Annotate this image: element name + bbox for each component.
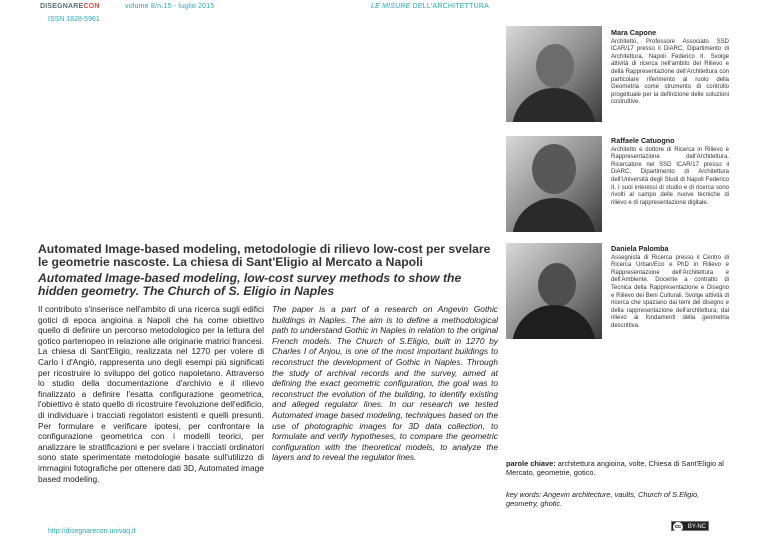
author-bio-text: Architetto e dottore di Ricerca in Rilievo e Rappresentazione dell'Architettura. Ricercatore nel SSD ICAR/17 presso il DiARC, Dipartimento di Architettura dell'Università degli Studi di Napoli Federico II. I suoi interessi di studio e di ricerca sono rivolti al campo delle nuove tecniche di rilievo e di rappresentazione digitale. — [611, 146, 729, 206]
author-bio-text: Assegnista di Ricerca presso il Centro di Ricerca Urban/Eco e PhD in Rilievo e Rappresentazione dell'Architettura e dell'Ambiente. Docente a contratto di Tecnica della Rappresentazione e Disegno e Rilievo dei Beni Culturali. Svolge attività di ricerca che spaziano dai temi del disegno e della rappresentazione dell'architettura, dal rilievo ai fondamenti della geometria descrittiva. — [611, 254, 729, 329]
volume-info: volume 8/n.15 - luglio 2015 — [125, 3, 215, 10]
license-badge[interactable] — [671, 521, 709, 531]
author-bio-text: Architetto, Professore Associato SSD ICAR/17 presso il DiARC, Dipartimento di Architettura, Napoli Federico II. Svolge attività di ricerca nell'ambito del Rilievo e della Rappresentazione dell'Architettura con particolare riferimento al ruolo della Geometria come strumento di controllo progettuale per la definizione delle soluzioni costruttive. — [611, 38, 729, 106]
author-photo-palomba — [506, 243, 602, 339]
keywords-label: parole chiave: — [506, 459, 556, 468]
section-rubric: LE MISURE DELL'ARCHITETTURA — [371, 3, 489, 10]
author-bio-palomba — [611, 245, 729, 331]
abstract-english: The paper is a part of a research on Angevin Gothic buildings in Naples. The aim is to define a methodological path to understand Gothic in Naples in relation to the original French models. The Church of S.Eligio, built in 1270 by Charles I of Anjou, is one of the most important buildings to reconstruct the development of Gothic in Naples. Through the study of archival records and the survey, aimed at defining the exact geometric configuration, the goal was to reconstruct the evolution of the building, to identify existing and alleged regulator lines. In our research we tested Automated image based modeling, techniques based on the use of photographic images for 3D data collection, to formulate and verify hypotheses, to compare the geometric configuration with the theoretical models, to analyze the layers and to reveal the regulator lines. — [272, 304, 498, 463]
author-name: Daniela Palomba — [611, 244, 669, 253]
keywords-text: architettura angioina, volte, Chiesa di Sant'Eligio al Mercato, geometrie, gotico. — [506, 459, 724, 478]
author-photo-catuogno — [506, 136, 602, 232]
author-bio-catuogno — [611, 137, 729, 207]
keywords-english: key words: Angevin architecture, vaults, Church of S.Eligio, geometry, ghotic. — [506, 490, 700, 509]
running-header — [40, 2, 728, 12]
issn: ISSN 1828-5961 — [48, 16, 100, 23]
license-text: BY-NC — [687, 524, 706, 530]
author-name: Mara Capone — [611, 28, 657, 37]
author-photo-capone — [506, 26, 602, 122]
title-italian: Automated Image-based modeling, metodologie di rilievo low-cost per svelare le geometrie nascoste. La chiesa di Sant'Eligio al Mercato a Napoli — [38, 242, 491, 269]
title-english: Automated Image-based modeling, low-cost survey methods to show the hidden geometry. The Church of S. Eligio in Naples — [38, 271, 462, 298]
journal-brand: DISEGNARECON — [40, 3, 100, 10]
journal-url-link[interactable]: http://disegnarecon.univaq.it — [48, 528, 136, 535]
author-name: Raffaele Catuogno — [611, 136, 675, 145]
keywords-italian — [506, 459, 728, 478]
creative-commons-icon: cc — [674, 524, 682, 530]
abstract-italian: Il contributo s'inserisce nell'ambito di una ricerca sugli edifici gotici di epoca angioina a Napoli che ha come obiettivo quello di definire un percorso metodologico per la lettura del gotico partenopeo in relazione alle originarie matrici francesi. La chiesa di Sant'Eligio, realizzata nel 1270 per volere di Carlo I d'Angiò, rappresenta uno degli esempi più significati per ricostruire lo sviluppo del gotico napoletano. Attraverso lo studio della documentazione d'archivio e il rilievo finalizzato a definire l'esatta configurazione geometrica, l'obiettivo è stato quello di ricostruire l'evoluzione dell'edificio, di individuare i tracciati regolatori esistenti e quelli presunti. Per formulare e verificare ipotesi, per confrontare la configurazione geometrica con i modelli teorici, per analizzare le stratificazioni e per svelare i tracciati ordinatori sono state sperimentate metodologie basate sull'utilizzo di immagini fotografiche per ottenere dati 3D, Automated image based modeling. — [38, 304, 264, 484]
author-bio-capone — [611, 29, 729, 107]
